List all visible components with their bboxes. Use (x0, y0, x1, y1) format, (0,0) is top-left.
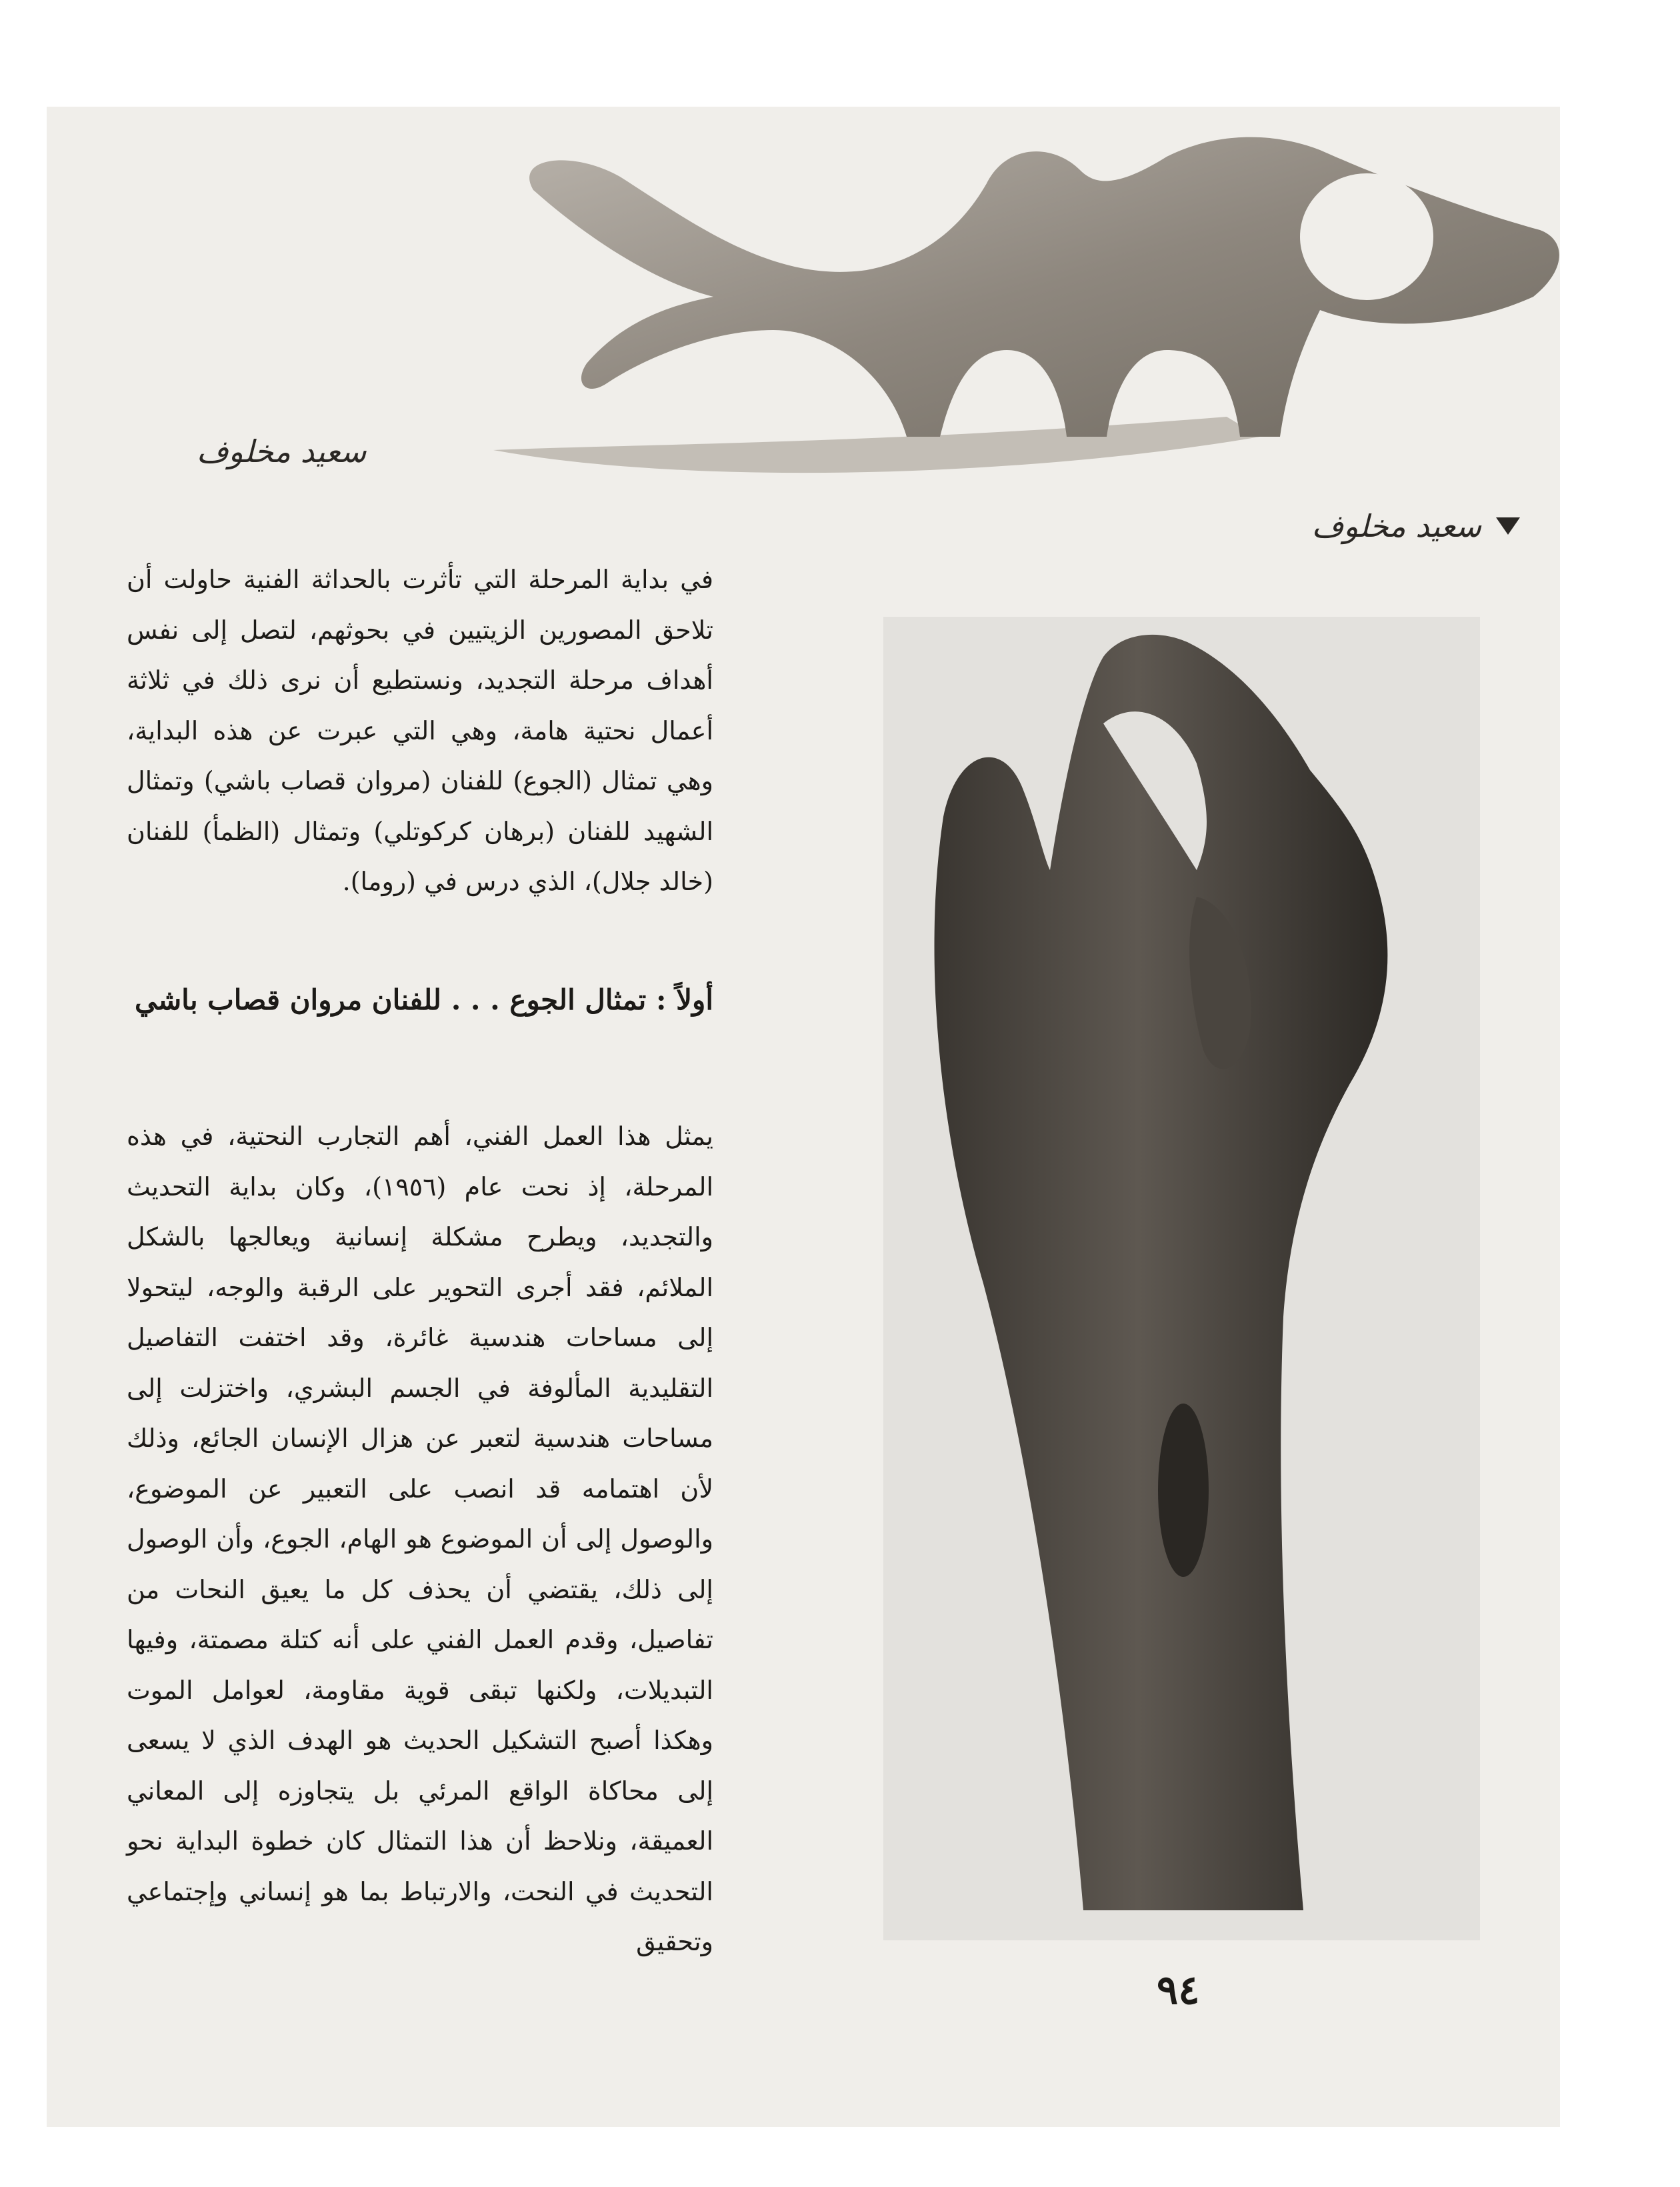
artist-signature-top: سعيد مخلوف (197, 433, 367, 469)
hunger-statue-paragraph: يمثل هذا العمل الفني، أهم التجارب النحتية، في هذه المرحلة، إذ نحت عام (١٩٥٦)، وكان بداية التحديث والتجديد، ويطرح مشكلة إنسانية ويعالجها بالشكل الملائم، فقد أجرى التحوير على الرقبة والوجه، ليتحولا إلى مساحات هندسية غائرة، وقد اختفت التفاصيل التقليدية المألوفة في الجسم البشري، واختزلت إلى مساحات هندسية لتعبر عن هزال الإنسان الجائع، وذلك لأن اهتمامه قد انصب على التعبير عن الموضوع، والوصول إلى أن الموضوع هو الهام، الجوع، وأن الوصول إلى ذلك، يقتضي أن يحذف كل ما يعيق النحات من تفاصيل، وقدم العمل الفني على أنه كتلة مصمتة، وفيها التبديلات، ولكنها تبقى قوية مقاومة، لعوامل الموت وهكذا أصبح التشكيل الحديث هو الهدف الذي لا يسعى إلى محاكاة الواقع المرئي بل يتجاوزه إلى المعاني العميقة، ونلاحظ أن هذا التمثال كان خطوة البداية نحو التحديث في النحت، والارتباط بما هو إنساني وإجتماعي وتحقيق (127, 1122, 714, 1956)
caption-pointer-icon (1496, 517, 1520, 535)
artist-signature-caption: سعيد مخلوف (1311, 508, 1481, 544)
hunger-sculpture-photo (883, 617, 1480, 1940)
intro-paragraph: في بداية المرحلة التي تأثرت بالحداثة الفنية حاولت أن تلاحق المصورين الزيتيين في بحوثهم، لتصل إلى نفس أهداف مرحلة التجديد، ونستطيع أن نرى ذلك في ثلاثة أعمال نحتية هامة، وهي التي عبرت عن هذه البداية، وهي تمثال (الجوع) للفنان (مروان قصاب باشي) وتمثال الشهيد للفنان (برهان كركوتلي) وتمثال (الظمأ) للفنان (خالد جلال)، الذي درس في (روما). (127, 565, 713, 896)
section-heading: أولاً : تمثال الجوع . . . للفنان مروان قصاب باشي (134, 983, 713, 1016)
top-sculpture-photo (493, 130, 1573, 493)
figure-caption (1312, 508, 1520, 544)
page-number: ٩٤ (1157, 1967, 1200, 2014)
